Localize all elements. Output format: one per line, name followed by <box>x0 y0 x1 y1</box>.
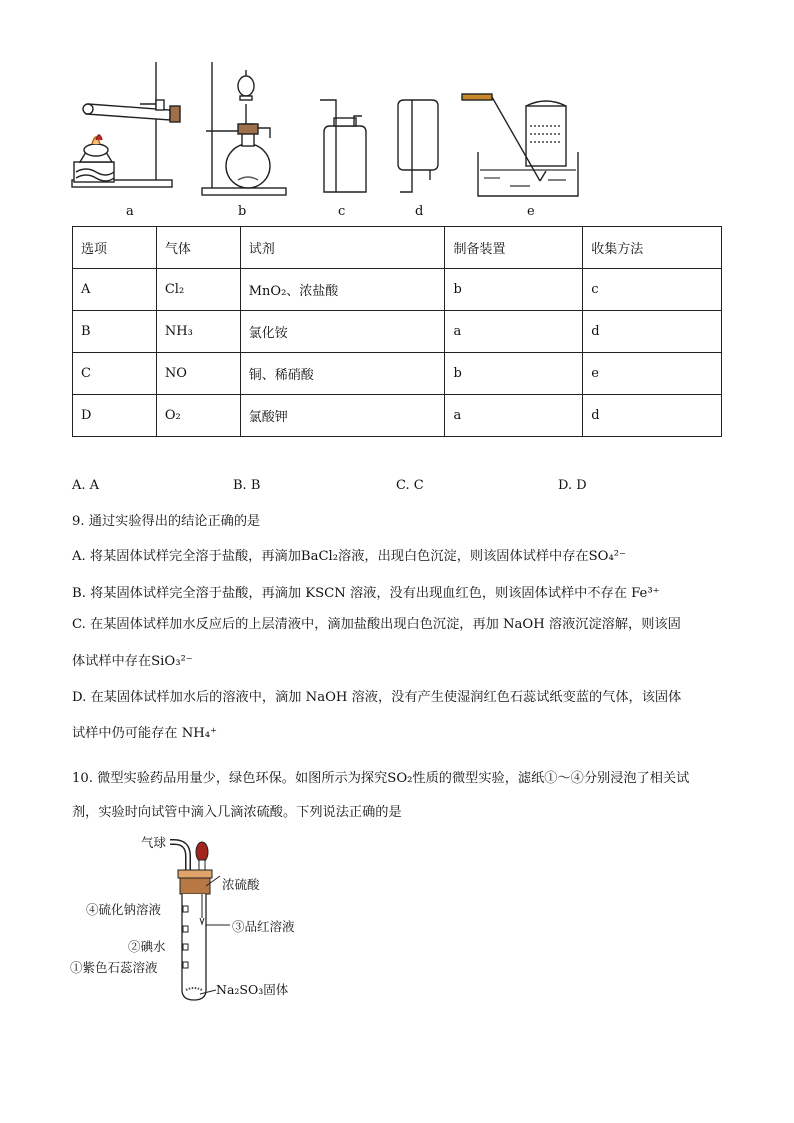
table-cell: D <box>73 395 157 437</box>
apparatus-label-e: e <box>527 204 535 219</box>
table-cell: c <box>583 269 722 311</box>
table-cell: e <box>583 353 722 395</box>
table-cell: O₂ <box>156 395 240 437</box>
apparatus-c <box>320 100 366 192</box>
table-row <box>73 353 722 395</box>
table-cell: b <box>445 269 583 311</box>
table-row <box>73 269 722 311</box>
table-cell: C <box>73 353 157 395</box>
apparatus-label-c: c <box>338 204 346 219</box>
table-header-cell: 选项 <box>73 227 157 269</box>
apparatus-label-a: a <box>126 204 134 219</box>
apparatus-d <box>398 100 438 192</box>
choice-c[interactable]: C. C <box>396 478 424 493</box>
q9-option-a[interactable]: A. 将某固体试样完全溶于盐酸，再滴加BaCl₂溶液，出现白色沉淀，则该固体试样中存在SO₄²⁻ <box>72 549 626 564</box>
table-cell: A <box>73 269 157 311</box>
table-row <box>73 311 722 353</box>
q10-stem-line1: 10. 微型实验药品用量少，绿色环保。如图所示为探究SO₂性质的微型实验，滤纸①～④分别浸泡了相关试 <box>72 771 690 786</box>
choice-d[interactable]: D. D <box>558 478 587 493</box>
apparatus-label-d: d <box>415 204 424 219</box>
table-header-cell: 制备装置 <box>445 227 583 269</box>
magenta-solution-label: ③品红溶液 <box>232 919 295 934</box>
q9-option-c-line2: 体试样中存在SiO₃²⁻ <box>72 654 193 669</box>
table-cell: a <box>445 311 583 353</box>
sulfuric-acid-label: 浓硫酸 <box>222 877 260 892</box>
table-cell: NH₃ <box>156 311 240 353</box>
table-cell: 铜、稀硝酸 <box>240 353 445 395</box>
litmus-label: ①紫色石蕊溶液 <box>70 960 158 975</box>
table-cell: a <box>445 395 583 437</box>
apparatus-figure <box>0 0 794 225</box>
q10-stem-line2: 剂，实验时向试管中滴入几滴浓硫酸。下列说法正确的是 <box>72 805 402 820</box>
iodine-water-label: ②碘水 <box>128 939 166 954</box>
table-cell: b <box>445 353 583 395</box>
table-cell: B <box>73 311 157 353</box>
table-header-cell: 试剂 <box>240 227 445 269</box>
table-cell: NO <box>156 353 240 395</box>
apparatus-label-b: b <box>238 204 247 219</box>
q9-option-d-line2: 试样中仍可能存在 NH₄⁺ <box>72 726 217 741</box>
reagent-table <box>72 226 722 437</box>
choice-a[interactable]: A. A <box>72 478 100 493</box>
table-header-cell: 收集方法 <box>583 227 722 269</box>
sulfur-dioxide-figure <box>70 830 330 1010</box>
sodium-sulfide-label: ④硫化钠溶液 <box>86 902 162 917</box>
q9-option-c-line1[interactable]: C. 在某固体试样加水反应后的上层清液中，滴加盐酸出现白色沉淀，再加 NaOH 溶液沉淀溶解，则该固 <box>72 617 681 632</box>
q9-option-b[interactable]: B. 将某固体试样完全溶于盐酸，再滴加 KSCN 溶液，没有出现血红色，则该固体试样中不存在 Fe³⁺ <box>72 586 660 601</box>
q9-option-d-line1[interactable]: D. 在某固体试样加水后的溶液中，滴加 NaOH 溶液，没有产生使湿润红色石蕊试纸变蓝的气体，该固体 <box>72 690 682 705</box>
balloon-label: 气球 <box>141 835 167 850</box>
apparatus-e <box>462 94 578 196</box>
table-row <box>73 395 722 437</box>
apparatus-a <box>72 62 180 187</box>
table-cell: MnO₂、浓盐酸 <box>240 269 445 311</box>
table-cell: 氯酸钾 <box>240 395 445 437</box>
apparatus-b <box>202 62 286 195</box>
table-cell: Cl₂ <box>156 269 240 311</box>
choice-b[interactable]: B. B <box>233 478 261 493</box>
apparatus-drawing <box>0 0 794 225</box>
table-header-cell: 气体 <box>156 227 240 269</box>
table-cell: 氯化铵 <box>240 311 445 353</box>
table-cell: d <box>583 395 722 437</box>
q9-stem: 9. 通过实验得出的结论正确的是 <box>72 514 261 529</box>
table-cell: d <box>583 311 722 353</box>
table-header-row <box>73 227 722 269</box>
sodium-sulfite-label: Na₂SO₃固体 <box>216 982 289 997</box>
